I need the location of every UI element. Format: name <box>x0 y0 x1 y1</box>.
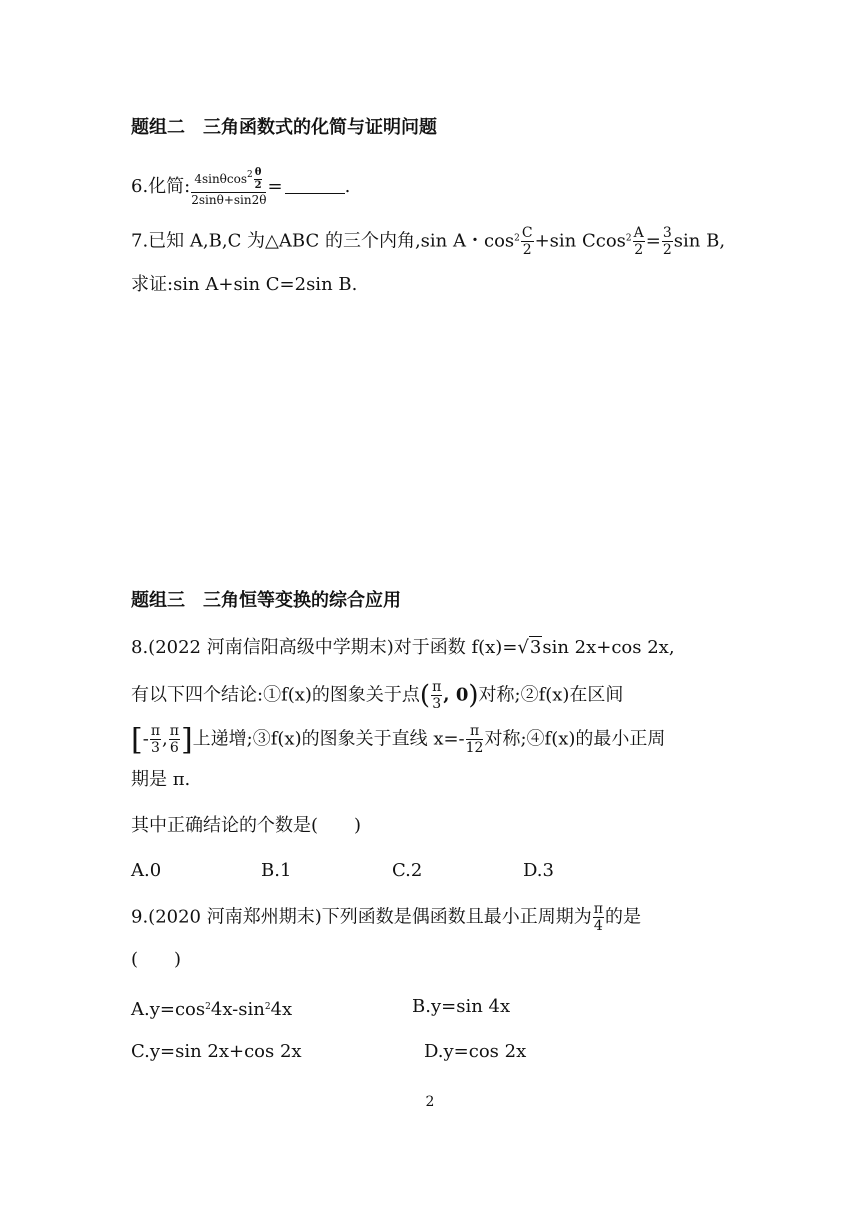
q7-exp-2: 2 <box>625 233 632 244</box>
question-9-line-1 <box>131 902 641 933</box>
question-6 <box>131 168 350 206</box>
q6-end: . <box>344 176 351 197</box>
q8-minus: - <box>142 728 149 750</box>
question-8-line-5: 其中正确结论的个数是( ) <box>131 815 362 836</box>
q6-prefix: 6.化简: <box>131 176 191 197</box>
question-8-line-4: 期是 π. <box>131 769 191 790</box>
q7-frac-a2: $\frac{A}{2}$ <box>633 225 644 258</box>
q6-num-theta: θ <box>254 167 262 178</box>
q8-frac-pi6: $\frac{\pi}{6}$ <box>169 723 179 756</box>
q6-answer-blank <box>285 193 345 194</box>
q7-frac-c2: $\frac{C}{2}$ <box>521 225 533 258</box>
q8-point-rest: , 0 <box>443 684 469 706</box>
q7-equals: = <box>645 230 661 252</box>
question-8-line-1 <box>131 636 675 660</box>
left-paren: ( <box>419 680 431 711</box>
q9-option-a: $A.y=\cos^24x-\sin^24x$ <box>131 999 293 1020</box>
right-paren: ) <box>468 680 479 711</box>
question-8-line-2 <box>131 680 623 711</box>
section-heading-3: 题组三 三角恒等变换的综合应用 <box>131 590 401 611</box>
q6-num-exp: 2 <box>247 170 253 180</box>
q8-text-c: 有以下四个结论:①f(x)的图象关于点 <box>131 684 420 706</box>
q9-frac-pi4: $\frac{\pi}{4}$ <box>593 901 603 934</box>
q9-option-c: C.y=sin 2x+cos 2x <box>131 1041 302 1062</box>
question-7-line-2: 求证:sin A+sin C=2sin B. <box>131 274 358 295</box>
q6-den: 2sinθ+sin2θ <box>191 193 267 207</box>
left-bracket: [ <box>131 722 143 758</box>
q9-option-d: D.y=cos 2x <box>424 1041 527 1062</box>
q9-text-a: 9.(2020 河南郑州期末)下列函数是偶函数且最小正周期为 <box>131 906 592 928</box>
q7-frac-32: $\frac{3}{2}$ <box>662 225 672 258</box>
q8-text-e: 上递增;③f(x)的图象关于直线 x=- <box>192 728 465 750</box>
q8-option-d: D.3 <box>523 860 554 881</box>
q8-comma: , <box>162 728 168 750</box>
q7-text-b: +sin Ccos <box>534 230 626 252</box>
q8-text-f: 对称;④f(x)的最小正周 <box>484 728 666 750</box>
q8-frac-pi3: $\frac{\pi}{3}$ <box>432 679 442 712</box>
q9-text-b: 的是 <box>604 906 641 928</box>
q8-text-a: 8.(2022 河南信阳高级中学期末)对于函数 f(x)= <box>131 637 518 658</box>
right-bracket: ] <box>180 722 193 758</box>
q7-exp-1: 2 <box>514 233 520 244</box>
section-heading-2: 题组二 三角函数式的化简与证明问题 <box>131 117 437 138</box>
q6-equals: = <box>267 176 283 197</box>
q8-option-a: A.0 <box>131 860 162 881</box>
q6-fraction <box>191 168 266 206</box>
question-7-line-1 <box>131 226 725 257</box>
q8-option-b: B.1 <box>261 860 292 881</box>
q8-text-b: sin 2x+cos 2x, <box>542 637 675 658</box>
q6-num-den: 2 <box>254 180 262 191</box>
page-number: 2 <box>425 1094 435 1110</box>
q8-frac-pi3-b: $\frac{\pi}{3}$ <box>150 723 161 756</box>
q7-text-a: 7.已知 A,B,C 为△ABC 的三个内角,sin A・cos <box>131 230 515 252</box>
question-8-line-3 <box>131 722 666 758</box>
question-9-line-2: ( ) <box>131 949 182 970</box>
q8-text-d: 对称;②f(x)在区间 <box>478 684 624 706</box>
q9-option-b: B.y=sin 4x <box>412 996 511 1017</box>
q6-num-a: 4sinθcos <box>194 172 247 186</box>
q7-text-d: sin B, <box>673 230 726 252</box>
q8-frac-pi12: $\frac{\pi}{12}$ <box>465 723 484 756</box>
q8-option-c: C.2 <box>392 860 423 881</box>
sqrt-3: √3 <box>517 637 542 658</box>
